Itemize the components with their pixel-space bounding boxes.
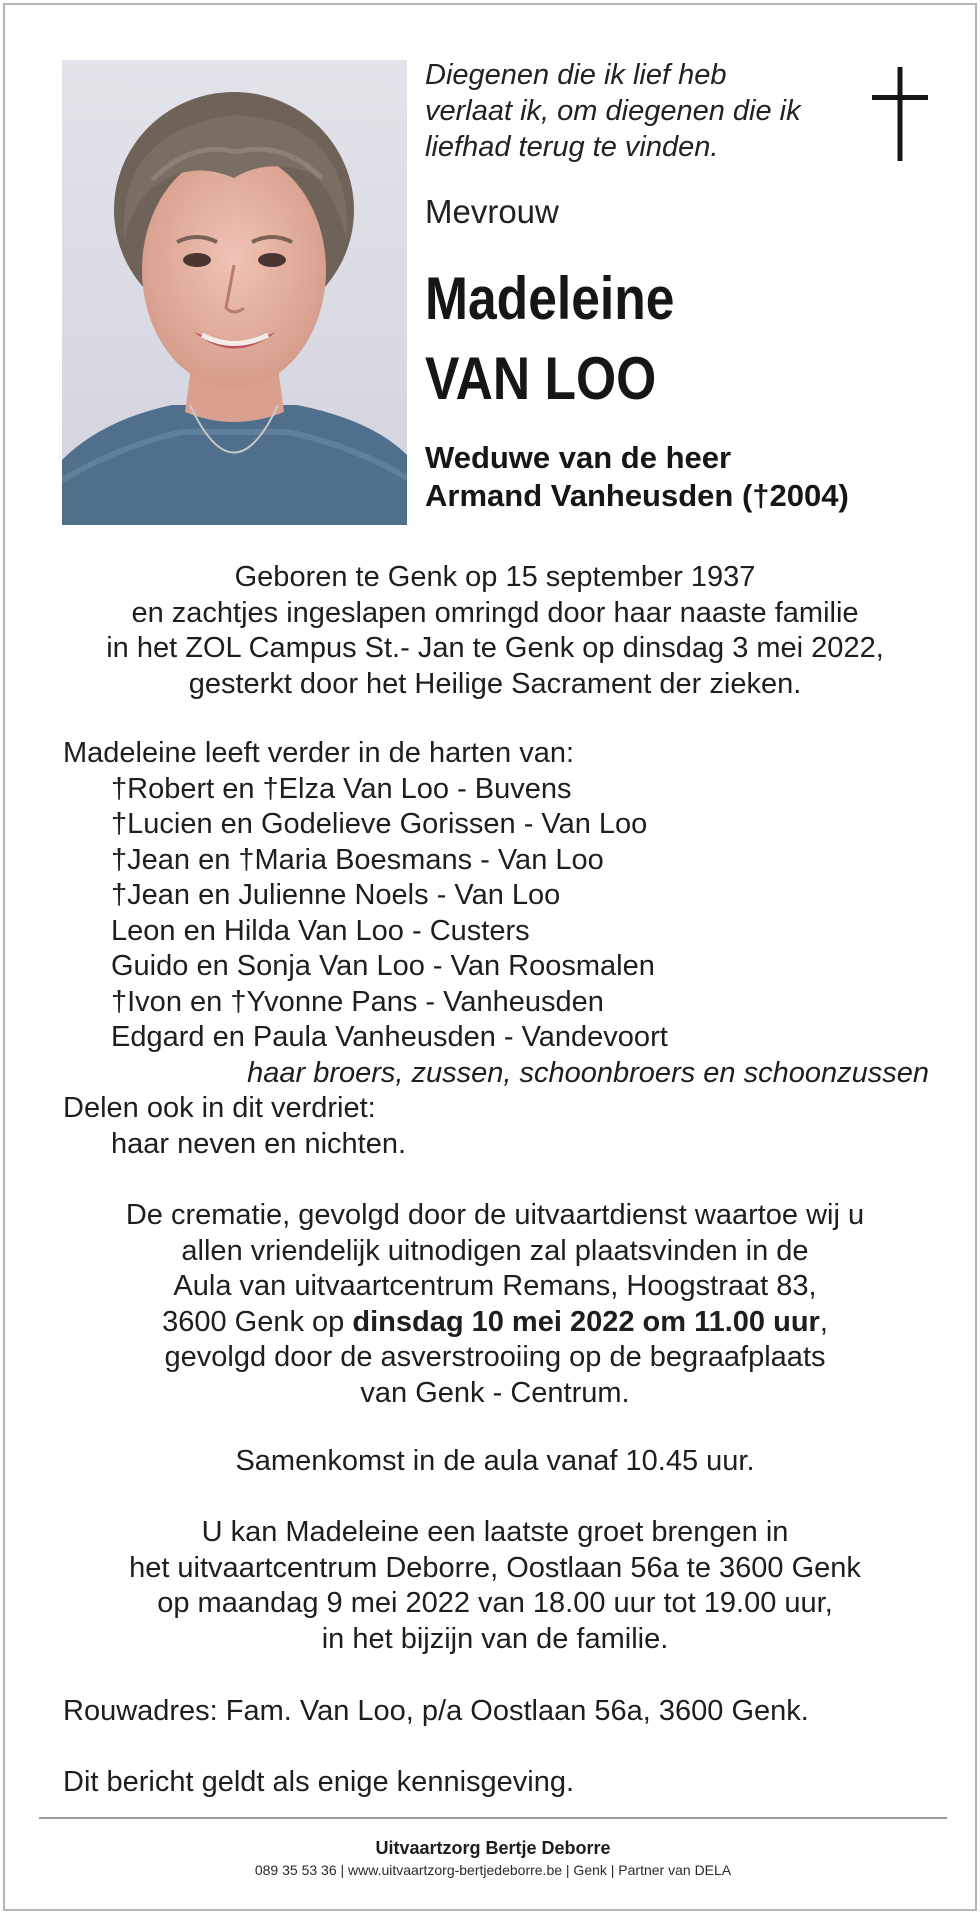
relative-item: †Lucien en Godelieve Gorissen - Van Loo <box>111 808 648 840</box>
relative-item: Edgard en Paula Vanheusden - Vandevoort <box>111 1021 668 1053</box>
portrait-image <box>62 60 407 525</box>
relative-item: †Jean en †Maria Boesmans - Van Loo <box>111 843 604 876</box>
relatives-note: haar broers, zussen, schoonbroers en schoonzussen <box>247 1056 929 1089</box>
ceremony-comma: , <box>819 1305 828 1338</box>
ceremony-paragraph <box>45 1198 945 1411</box>
mourning-address: Rouwadres: Fam. Van Loo, p/a Oostlaan 56a, 3600 Genk. <box>63 1695 809 1727</box>
relatives-section <box>63 736 943 1162</box>
spouse-line: Armand Vanheusden (†2004) <box>425 478 849 513</box>
farewell-line: in het bijzijn van de familie. <box>321 1622 669 1655</box>
ceremony-line: van Genk - Centrum. <box>360 1376 630 1409</box>
last-name: VAN LOO <box>425 345 657 412</box>
sharing-intro: Delen ook in dit verdriet: <box>63 1092 376 1124</box>
birth-death-line: in het ZOL Campus St.- Jan te Genk op dinsdag 3 mei 2022, <box>106 632 884 664</box>
birth-death-line: gesterkt door het Heilige Sacrament der zieken. <box>188 667 802 700</box>
ceremony-line: gevolgd door de asverstrooiing op de begraafplaats <box>164 1341 826 1373</box>
gathering-text: Samenkomst in de aula vanaf 10.45 uur. <box>235 1445 755 1477</box>
ceremony-place: 3600 Genk op <box>162 1305 353 1338</box>
ceremony-line: De crematie, gevolgd door de uitvaartdienst waartoe wij u <box>125 1199 865 1231</box>
ceremony-line: allen vriendelijk uitnodigen zal plaatsvinden in de <box>181 1234 809 1267</box>
birth-death-line: en zachtjes ingeslapen omringd door haar naaste familie <box>131 596 859 629</box>
funeral-company-info: 089 35 53 36 | www.uitvaartzorg-bertjedeborre.be | Genk | Partner van DELA <box>254 1862 732 1878</box>
quote-line: verlaat ik, om diegenen die ik <box>425 95 801 127</box>
relative-item: Leon en Hilda Van Loo - Custers <box>111 914 530 947</box>
spouse-line: Weduwe van de heer <box>425 440 732 475</box>
footer-divider <box>39 1817 947 1819</box>
first-name: Madeleine <box>425 265 675 332</box>
honorific: Mevrouw <box>425 193 559 230</box>
farewell-line: het uitvaartcentrum Deborre, Oostlaan 56a te 3600 Genk <box>129 1551 861 1584</box>
relatives-intro: Madeleine leeft verder in de harten van: <box>63 737 575 769</box>
spouse-info <box>425 439 849 515</box>
latin-cross-icon <box>870 65 930 165</box>
farewell-line: op maandag 9 mei 2022 van 18.00 uur tot 19.00 uur, <box>157 1587 833 1619</box>
memorial-quote <box>425 57 865 165</box>
relative-item: †Robert en †Elza Van Loo - Buvens <box>111 772 572 805</box>
relative-item: †Jean en Julienne Noels - Van Loo <box>111 879 561 911</box>
ceremony-line: Aula van uitvaartcentrum Remans, Hoogstraat 83, <box>173 1270 817 1302</box>
relative-item: †Ivon en †Yvonne Pans - Vanheusden <box>111 985 604 1018</box>
relative-item: Guido en Sonja Van Loo - Van Roosmalen <box>111 950 655 982</box>
deceased-name <box>425 259 674 419</box>
birth-death-line: Geboren te Genk op 15 september 1937 <box>234 561 756 593</box>
portrait-photo <box>62 60 407 525</box>
notice-text: Dit bericht geldt als enige kennisgeving. <box>63 1766 575 1798</box>
ceremony-line <box>45 1305 945 1341</box>
quote-line: liefhad terug te vinden. <box>425 131 719 163</box>
funeral-company-name: Uitvaartzorg Bertje Deborre <box>375 1838 611 1858</box>
obituary-card <box>3 3 977 1911</box>
farewell-paragraph <box>45 1515 945 1657</box>
ceremony-datetime: dinsdag 10 mei 2022 om 11.00 uur <box>352 1305 820 1338</box>
farewell-line: U kan Madeleine een laatste groet brengen in <box>201 1516 789 1548</box>
footer <box>39 1837 947 1881</box>
quote-line: Diegenen die ik lief heb <box>425 59 727 91</box>
sharing-text: haar neven en nichten. <box>111 1127 407 1160</box>
birth-death-paragraph <box>45 560 945 702</box>
